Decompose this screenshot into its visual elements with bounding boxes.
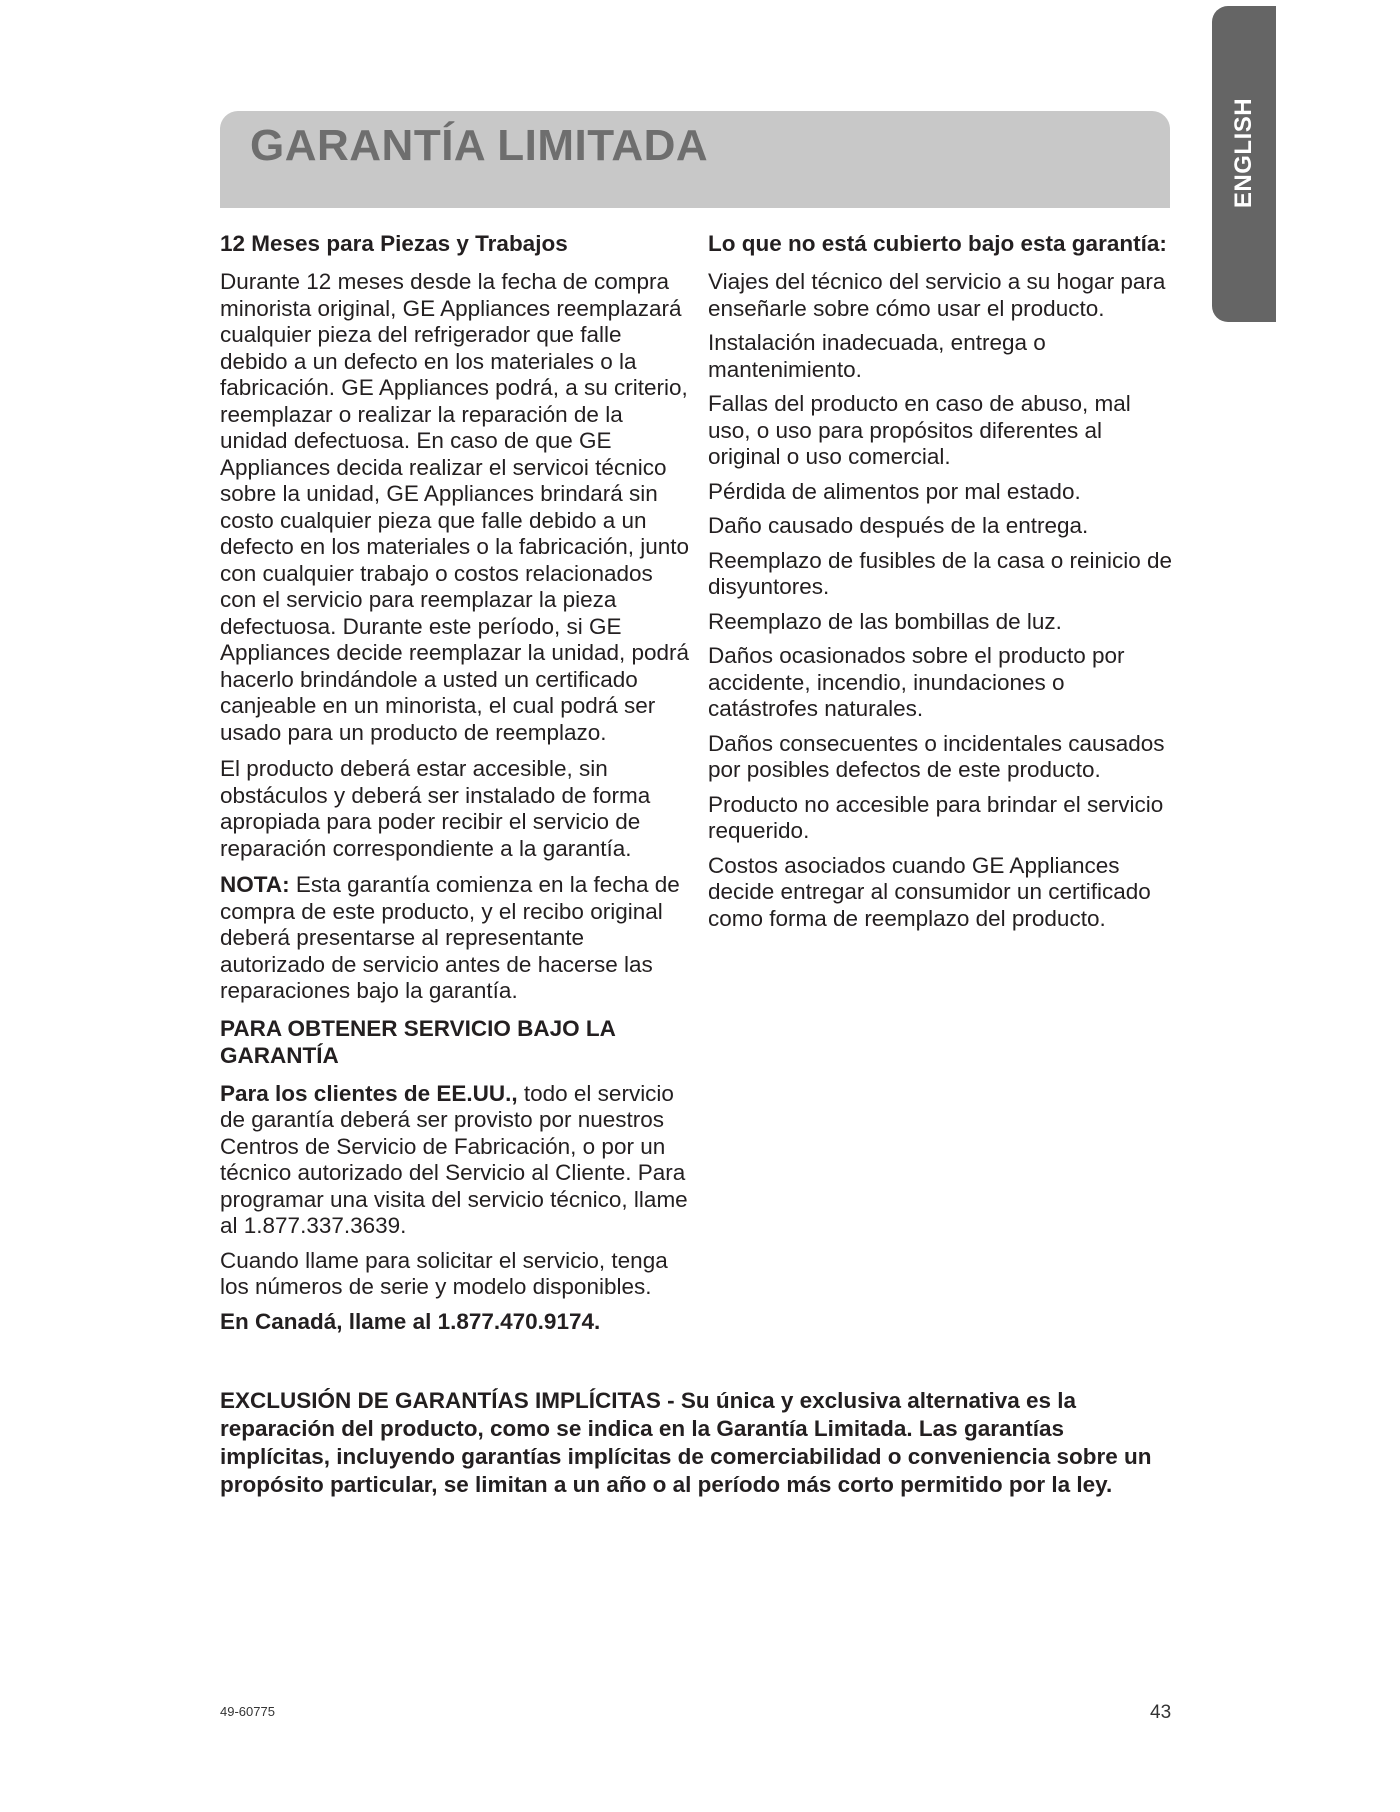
not-covered-item: Pérdida de alimentos por mal estado. — [708, 478, 1081, 504]
left-column — [220, 230, 690, 1343]
canada-phone — [220, 1309, 690, 1336]
us-service-paragraph — [220, 1081, 690, 1240]
not-covered-item: Costos asociados cuando GE Appliances decide entregar al consumidor un certificado como forma de reemplazo del producto. — [708, 852, 1151, 931]
not-covered-item: Reemplazo de las bombillas de luz. — [708, 608, 1062, 634]
title-banner — [220, 111, 1170, 208]
not-covered-item: Fallas del producto en caso de abuso, mal uso, o uso para propósitos diferentes al original o uso comercial. — [708, 391, 1131, 469]
us-customers-label: Para los clientes de EE.UU., — [220, 1080, 518, 1106]
not-covered-heading: Lo que no está cubierto bajo esta garantía: — [708, 231, 1167, 256]
not-covered-item: Daños ocasionados sobre el producto por accidente, incendio, inundaciones o catástrofes naturales. — [708, 643, 1125, 721]
note-paragraph — [220, 872, 690, 1005]
warranty-period-heading: 12 Meses para Piezas y Trabajos — [220, 231, 568, 256]
service-heading: PARA OBTENER SERVICIO BAJO LA GARANTÍA — [220, 1015, 616, 1068]
us-service-text: todo el servicio de garantía deberá ser provisto por nuestros Centros de Servicio de Fabricación, o por un técnico autorizado del Servicio al Cliente. Para programar una visita del servicio técnico, llame al 1.877.337.3639. — [220, 1080, 688, 1238]
implied-warranty-exclusion: EXCLUSIÓN DE GARANTÍAS IMPLÍCITAS - Su única y exclusiva alternativa es la reparación del producto, como se indica en la Garantía Limitada. Las garantías implícitas, incluyendo garantías implícitas de comerciabilidad o conveniencia sobre un propósito particular, se limitan a un año o al período más corto permitido por la ley. — [220, 1388, 1152, 1497]
language-tab-label: ENGLISH — [1230, 97, 1257, 209]
page-title: GARANTÍA LIMITADA — [250, 121, 709, 170]
canada-phone-text: En Canadá, llame al 1.877.470.9174. — [220, 1308, 601, 1334]
call-info-paragraph: Cuando llame para solicitar el servicio, tenga los números de serie y modelo disponibles. — [220, 1247, 668, 1299]
not-covered-item: Instalación inadecuada, entrega o mantenimiento. — [708, 330, 1046, 382]
accessibility-paragraph: El producto deberá estar accesible, sin obstáculos y deberá ser instalado de forma apropiada para poder recibir el servicio de reparación correspondiente a la garantía. — [220, 756, 651, 861]
document-number: 49-60775 — [220, 1704, 275, 1719]
not-covered-item: Viajes del técnico del servicio a su hogar para enseñarle sobre cómo usar el producto. — [708, 269, 1166, 321]
page-number: 43 — [1150, 1702, 1172, 1723]
not-covered-item: Daño causado después de la entrega. — [708, 513, 1089, 538]
note-text: Esta garantía comienza en la fecha de compra de este producto, y el recibo original deberá presentarse al representante autorizado de servicio antes de hacerse las reparaciones bajo la garantía. — [220, 872, 680, 1003]
right-column — [708, 230, 1178, 940]
note-label: NOTA: — [220, 872, 290, 897]
not-covered-item: Reemplazo de fusibles de la casa o reinicio de disyuntores. — [708, 547, 1173, 599]
warranty-coverage-paragraph: Durante 12 meses desde la fecha de compra minorista original, GE Appliances reemplazará cualquier pieza del refrigerador que falle debido a un defecto en los materiales o la fabricación. GE Appliances podrá, a su criterio, reemplazar o realizar la reparación de la unidad defectuosa. En caso de que GE Appliances decida realizar el servicoi técnico sobre la unidad, GE Appliances brindará sin costo cualquier pieza que falle debido a un defecto en los materiales o la fabricación, junto con cualquier trabajo o costos relacionados con el servicio para reemplazar la pieza defectuosa. Durante este período, si GE Appliances decide reemplazar la unidad, podrá hacerlo brindándole a usted un certificado canjeable en un minorista, el cual podrá ser usado para un producto de reemplazo. — [220, 269, 690, 745]
not-covered-item: Producto no accesible para brindar el servicio requerido. — [708, 791, 1164, 843]
not-covered-item: Daños consecuentes o incidentales causados por posibles defectos de este producto. — [708, 730, 1165, 782]
